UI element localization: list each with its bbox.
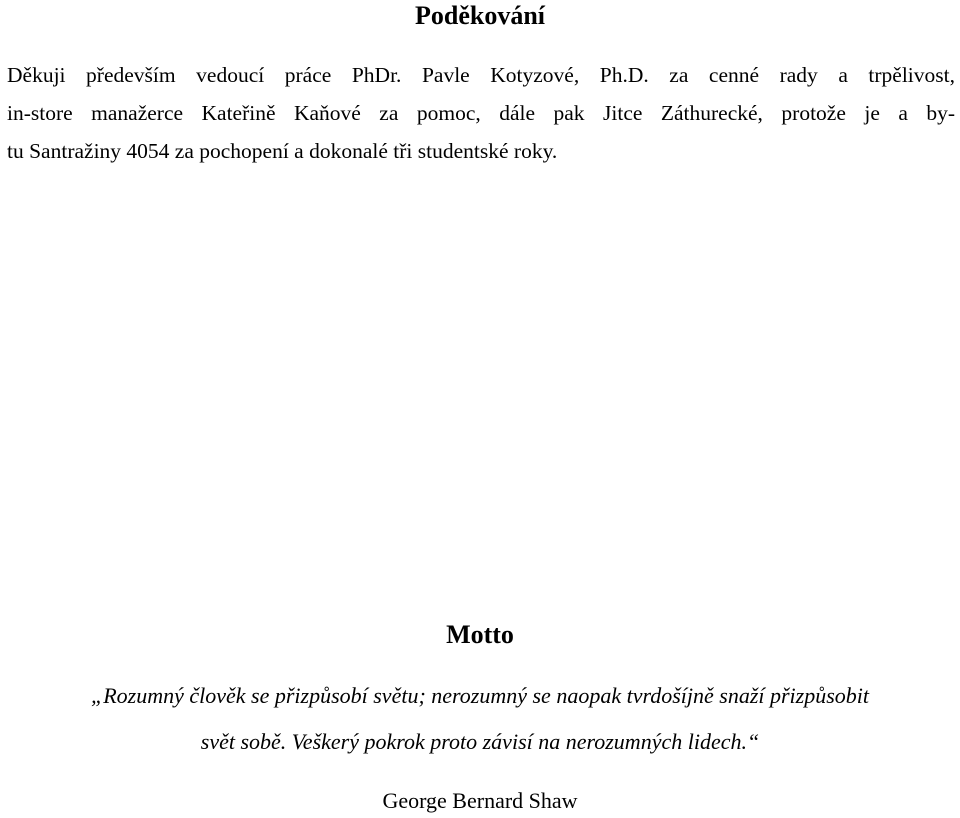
acknowledgements-line: tu Santražiny 4054 za pochopení a dokonalé tři studentské roky. [7,139,558,163]
motto-author: George Bernard Shaw [382,788,578,813]
acknowledgements-heading: Poděkování [414,1,546,30]
motto-quote-line: „Rozumný člověk se přizpůsobí světu; nerozumný se naopak tvrdošíjně snaží přizpůsobit [90,683,870,708]
motto-heading: Motto [446,620,514,649]
acknowledgements-line: in-store manažerce Kateřině Kaňové za pomoc, dále pak Jitce Záthurecké, protože je a by- [7,101,955,125]
acknowledgements-paragraph [7,56,955,170]
acknowledgements-line: Děkuji především vedoucí práce PhDr. Pavle Kotyzové, Ph.D. za cenné rady a trpělivost, [7,63,955,87]
motto-quote-line: svět sobě. Veškerý pokrok proto závisí na nerozumných lidech.“ [200,729,760,754]
